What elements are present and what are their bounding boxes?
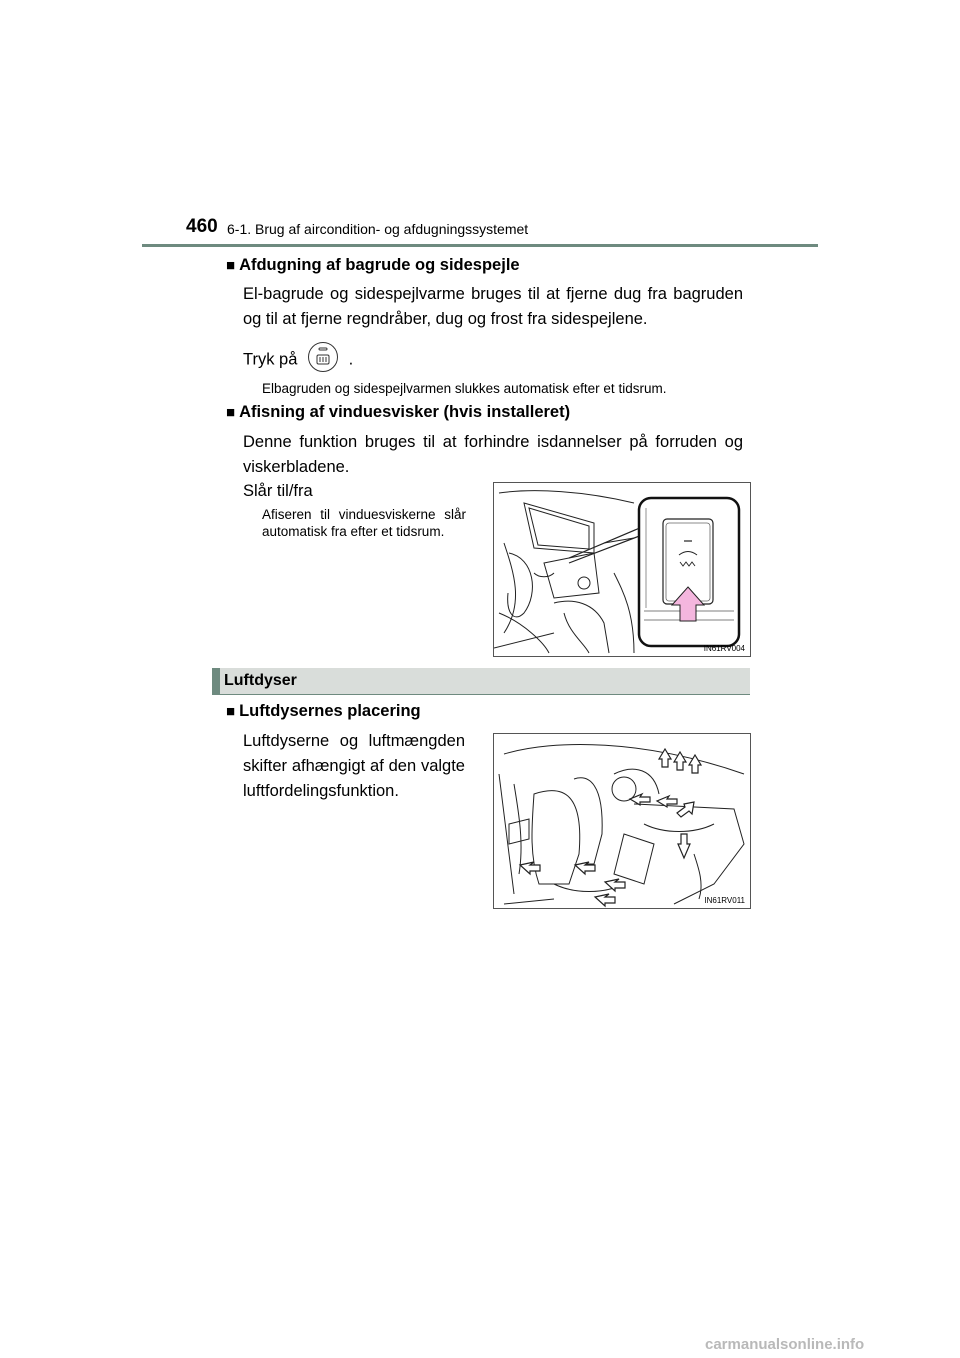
heading-vents — [226, 702, 421, 721]
wiper-deicer-note: Afiseren til vinduesviskerne slår automatisk fra efter et tidsrum. — [262, 507, 466, 539]
heading-rear-defog-text: Afdugning af bagrude og sidespejle — [239, 256, 520, 274]
square-bullet-icon: ■ — [226, 257, 236, 274]
square-bullet-icon: ■ — [226, 703, 236, 720]
press-suffix: . — [348, 350, 354, 369]
cabin-illustration — [494, 734, 750, 908]
rear-defog-body: El-bagrude og sidespejlvarme bruges til at fjerne dug fra bagruden og til at fjerne regndråber, dug og frost fra sidespejlene. — [243, 285, 743, 328]
dashboard-illustration — [494, 483, 750, 656]
heading-wiper-deicer — [226, 403, 570, 422]
header-rule — [142, 244, 818, 247]
watermark: carmanualsonline.info — [705, 1336, 865, 1353]
wiper-deicer-figure — [493, 482, 751, 657]
vents-body: Luftdyserne og luftmængden skifter afhængigt af den valgte luftfordelingsfunktion. — [243, 732, 465, 800]
section-title-bar — [212, 668, 750, 694]
square-bullet-icon: ■ — [226, 404, 236, 421]
press-prefix: Tryk på — [243, 350, 298, 369]
chapter-title: 6-1. Brug af aircondition- og afdugningssystemet — [227, 221, 529, 237]
section-title: Luftdyser — [224, 672, 297, 689]
airflow-arrow-icon — [520, 749, 701, 906]
rear-defog-note: Elbagruden og sidespejlvarmen slukkes automatisk efter et tidsrum. — [262, 381, 667, 396]
heading-vents-text: Luftdysernes placering — [239, 702, 421, 720]
heading-rear-defog — [226, 256, 520, 275]
page-number: 460 — [186, 216, 218, 237]
figure-code: IN61RV011 — [704, 896, 745, 905]
vents-figure — [493, 733, 751, 909]
figure-code: IN61RV004 — [703, 644, 745, 653]
wiper-deicer-body: Denne funktion bruges til at forhindre isdannelser på forruden og viskerbladene. — [243, 433, 743, 476]
wiper-deicer-toggle: Slår til/fra — [243, 482, 313, 500]
rear-defogger-icon — [308, 342, 338, 372]
section-rule — [212, 694, 750, 695]
heading-wiper-deicer-text: Afisning af vinduesvisker (hvis installeret) — [239, 403, 571, 421]
section-accent — [212, 668, 220, 694]
rear-defog-press — [243, 345, 353, 375]
